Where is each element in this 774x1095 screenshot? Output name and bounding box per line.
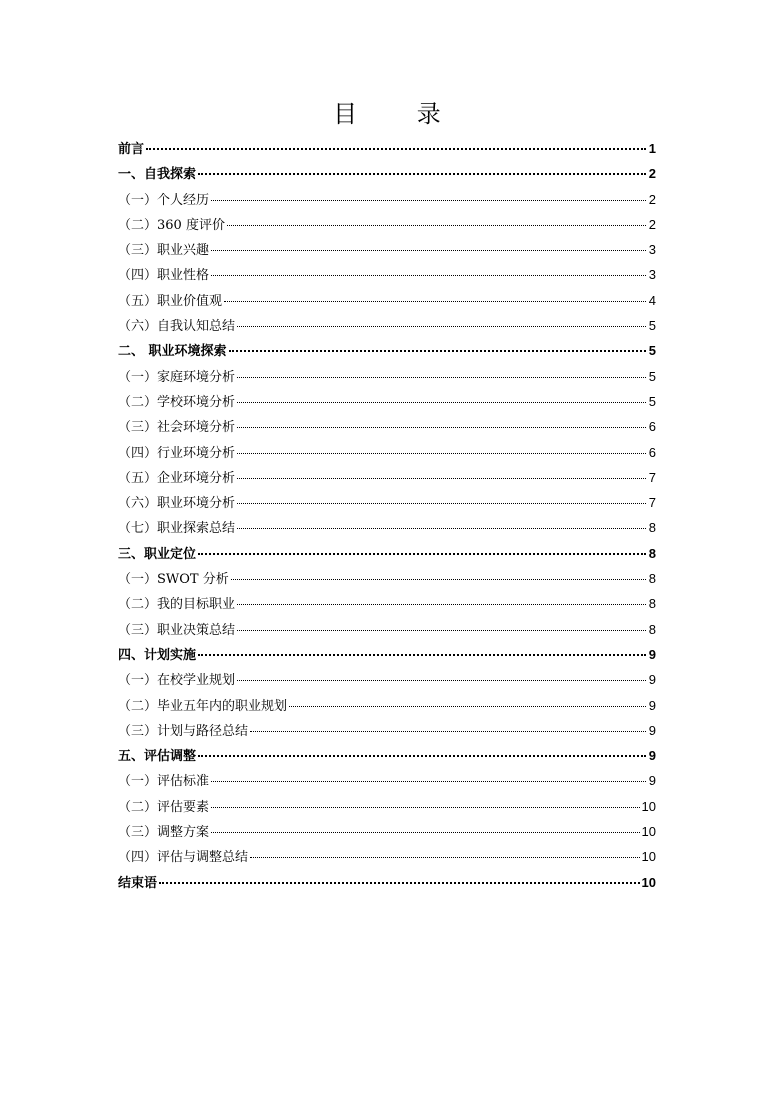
toc-subsection-entry[interactable] bbox=[118, 440, 656, 465]
toc-dot-leader bbox=[237, 629, 646, 631]
toc-entry-title: （三）社会环境分析 bbox=[118, 420, 236, 436]
toc-page-number: 10 bbox=[641, 874, 656, 890]
toc-page-number: 6 bbox=[648, 419, 656, 435]
toc-entry-title: 四、计划实施 bbox=[118, 647, 197, 663]
toc-page-number: 9 bbox=[648, 748, 656, 764]
toc-dot-leader bbox=[250, 730, 646, 732]
toc-dot-leader bbox=[211, 780, 646, 782]
toc-page-number: 5 bbox=[648, 393, 656, 409]
toc-dot-leader bbox=[237, 376, 646, 378]
toc-dot-leader bbox=[231, 578, 646, 580]
table-of-contents bbox=[118, 136, 656, 895]
toc-page-number: 6 bbox=[648, 444, 656, 460]
toc-page-number: 4 bbox=[648, 292, 656, 308]
toc-page-number: 2 bbox=[648, 216, 656, 232]
toc-page-number: 5 bbox=[648, 318, 656, 334]
toc-entry-title: 一、自我探索 bbox=[118, 167, 197, 183]
toc-dot-leader bbox=[237, 401, 646, 403]
toc-entry-title: （七）职业探索总结 bbox=[118, 521, 236, 537]
toc-subsection-entry[interactable] bbox=[118, 237, 656, 262]
toc-subsection-entry[interactable] bbox=[118, 212, 656, 237]
toc-dot-leader bbox=[237, 502, 646, 504]
toc-entry-title: （三）调整方案 bbox=[118, 825, 210, 841]
toc-subsection-entry[interactable] bbox=[118, 389, 656, 414]
toc-dot-leader bbox=[237, 452, 646, 454]
toc-page-number: 9 bbox=[648, 722, 656, 738]
toc-entry-title: 三、职业定位 bbox=[118, 546, 197, 562]
toc-section-entry[interactable] bbox=[118, 541, 656, 566]
toc-entry-title: 五、评估调整 bbox=[118, 749, 197, 765]
toc-page-number: 2 bbox=[648, 166, 656, 182]
toc-page-number: 9 bbox=[648, 773, 656, 789]
toc-entry-title: （一）SWOT 分析 bbox=[118, 572, 229, 588]
toc-page-number: 8 bbox=[648, 545, 656, 561]
toc-dot-leader bbox=[198, 653, 646, 656]
toc-entry-title: 前言 bbox=[118, 142, 145, 157]
toc-subsection-entry[interactable] bbox=[118, 819, 656, 844]
toc-subsection-entry[interactable] bbox=[118, 693, 656, 718]
toc-entry-title: （二）毕业五年内的职业规划 bbox=[118, 698, 288, 714]
toc-entry-title: （一）在校学业规划 bbox=[118, 673, 236, 689]
page-title: 目 录 bbox=[333, 100, 467, 128]
toc-dot-leader bbox=[289, 705, 646, 707]
toc-subsection-entry[interactable] bbox=[118, 768, 656, 793]
toc-page-number: 9 bbox=[648, 646, 656, 662]
toc-entry-title: （六）自我认知总结 bbox=[118, 319, 236, 335]
toc-dot-leader bbox=[198, 552, 646, 555]
toc-entry-title: （二）评估要素 bbox=[118, 799, 210, 815]
toc-dot-leader bbox=[146, 147, 646, 150]
toc-entry-title: （二）学校环境分析 bbox=[118, 394, 236, 410]
toc-subsection-entry[interactable] bbox=[118, 515, 656, 540]
toc-dot-leader bbox=[227, 224, 646, 226]
toc-subsection-entry[interactable] bbox=[118, 288, 656, 313]
toc-page-number: 8 bbox=[648, 571, 656, 587]
toc-dot-leader bbox=[198, 172, 646, 175]
toc-page-number: 10 bbox=[641, 798, 656, 814]
toc-page-number: 7 bbox=[648, 495, 656, 511]
toc-entry-title: （六）职业环境分析 bbox=[118, 496, 236, 512]
toc-dot-leader bbox=[211, 274, 646, 276]
toc-section-entry[interactable] bbox=[118, 338, 656, 363]
toc-entry-title: （一）个人经历 bbox=[118, 192, 210, 208]
toc-subsection-entry[interactable] bbox=[118, 718, 656, 743]
toc-dot-leader bbox=[211, 199, 646, 201]
toc-subsection-entry[interactable] bbox=[118, 591, 656, 616]
toc-dot-leader bbox=[224, 300, 646, 302]
toc-page-number: 8 bbox=[648, 596, 656, 612]
toc-dot-leader bbox=[159, 881, 640, 884]
toc-entry-title: （二）我的目标职业 bbox=[118, 597, 236, 613]
toc-subsection-entry[interactable] bbox=[118, 187, 656, 212]
toc-dot-leader bbox=[211, 806, 640, 808]
toc-subsection-entry[interactable] bbox=[118, 364, 656, 389]
toc-section-entry[interactable] bbox=[118, 870, 656, 895]
toc-page-number: 5 bbox=[648, 343, 656, 359]
toc-page-number: 2 bbox=[648, 191, 656, 207]
toc-page-number: 10 bbox=[641, 824, 656, 840]
toc-dot-leader bbox=[211, 831, 640, 833]
toc-page-number: 9 bbox=[648, 697, 656, 713]
toc-entry-title: （四）行业环境分析 bbox=[118, 445, 236, 461]
toc-subsection-entry[interactable] bbox=[118, 490, 656, 515]
toc-dot-leader bbox=[237, 426, 646, 428]
toc-dot-leader bbox=[237, 679, 646, 681]
toc-subsection-entry[interactable] bbox=[118, 414, 656, 439]
toc-section-entry[interactable] bbox=[118, 161, 656, 186]
toc-section-entry[interactable] bbox=[118, 136, 656, 161]
toc-page-number: 9 bbox=[648, 672, 656, 688]
toc-page-number: 3 bbox=[648, 242, 656, 258]
toc-page-number: 10 bbox=[641, 849, 656, 865]
toc-subsection-entry[interactable] bbox=[118, 667, 656, 692]
toc-entry-title: （四）评估与调整总结 bbox=[118, 850, 249, 866]
toc-entry-title: 结束语 bbox=[118, 875, 158, 891]
toc-entry-title: （五）企业环境分析 bbox=[118, 470, 236, 486]
toc-entry-title: （三）职业决策总结 bbox=[118, 622, 236, 638]
toc-dot-leader bbox=[250, 856, 640, 858]
toc-subsection-entry[interactable] bbox=[118, 566, 656, 591]
toc-subsection-entry[interactable] bbox=[118, 617, 656, 642]
toc-subsection-entry[interactable] bbox=[118, 465, 656, 490]
toc-entry-title: （二）360 度评价 bbox=[118, 217, 225, 233]
toc-entry-title: 二、 职业环境探索 bbox=[118, 344, 227, 360]
toc-dot-leader bbox=[198, 754, 646, 757]
toc-subsection-entry[interactable] bbox=[118, 313, 656, 338]
toc-entry-title: （四）职业性格 bbox=[118, 268, 210, 284]
toc-page-number: 8 bbox=[648, 621, 656, 637]
toc-section-entry[interactable] bbox=[118, 743, 656, 768]
toc-dot-leader bbox=[237, 527, 646, 529]
toc-section-entry[interactable] bbox=[118, 642, 656, 667]
toc-page-number: 5 bbox=[648, 368, 656, 384]
toc-dot-leader bbox=[211, 249, 646, 251]
toc-subsection-entry[interactable] bbox=[118, 844, 656, 869]
toc-dot-leader bbox=[229, 349, 646, 352]
toc-page-number: 3 bbox=[648, 267, 656, 283]
toc-entry-title: （三）计划与路径总结 bbox=[118, 723, 249, 739]
toc-dot-leader bbox=[237, 477, 646, 479]
toc-subsection-entry[interactable] bbox=[118, 262, 656, 287]
toc-subsection-entry[interactable] bbox=[118, 794, 656, 819]
toc-page-number: 8 bbox=[648, 520, 656, 536]
toc-entry-title: （一）家庭环境分析 bbox=[118, 369, 236, 385]
toc-entry-title: （一）评估标准 bbox=[118, 774, 210, 790]
toc-dot-leader bbox=[237, 603, 646, 605]
toc-entry-title: （五）职业价值观 bbox=[118, 293, 223, 309]
toc-page-number: 1 bbox=[648, 141, 656, 156]
toc-dot-leader bbox=[237, 325, 646, 327]
toc-entry-title: （三）职业兴趣 bbox=[118, 243, 210, 259]
toc-page-number: 7 bbox=[648, 469, 656, 485]
